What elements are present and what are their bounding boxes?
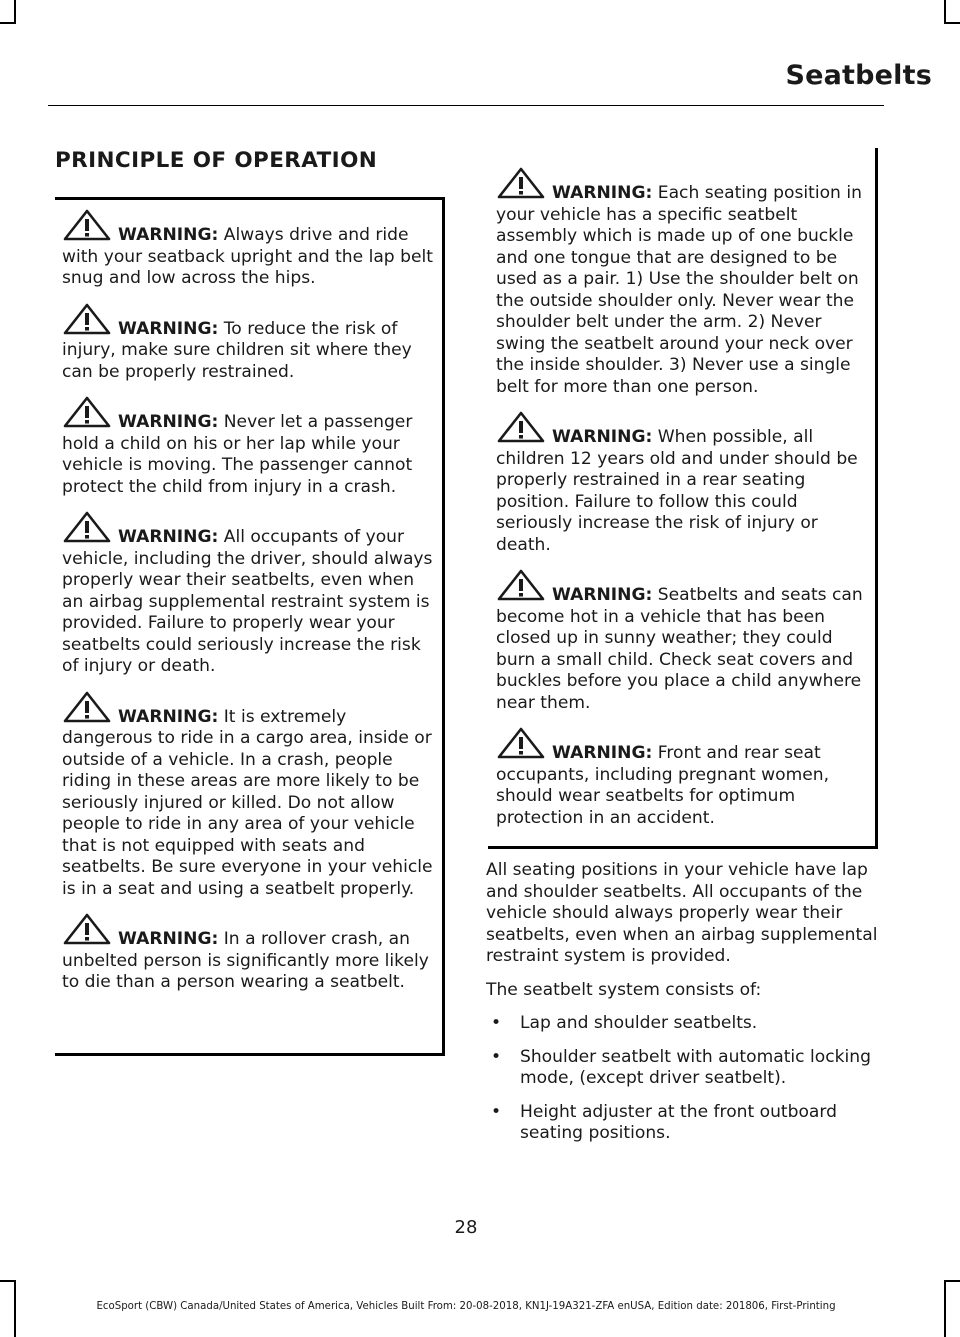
warning-text: Each seating position in your vehicle has a specific seatbelt assembly which is made up of one buckle and one tongue that are designed to be used as a pair. 1) Use the shoulder belt on the outside shoulder only. Never wear the shoulder belt under the arm. 2) Never swing the seatbelt around your neck over the inside shoulder. 3) Never use a single belt for more than one person.	[496, 183, 862, 397]
warning-1	[62, 208, 435, 290]
warning-4	[62, 510, 435, 678]
warning-text: When possible, all children 12 years old and under should be properly restrained in a rear seating position. Failure to follow this could seriously increase the risk of injury or death.	[496, 427, 858, 555]
bullet-list	[486, 1013, 886, 1145]
warning-label: WARNING:	[118, 527, 219, 547]
warning-triangle-icon	[62, 690, 112, 724]
warning-triangle-icon	[496, 568, 546, 602]
section-heading: PRINCIPLE OF OPERATION	[55, 148, 378, 173]
warning-6	[62, 912, 435, 994]
crop-mark-bottom-right-v	[944, 1280, 946, 1337]
warning-label: WARNING:	[118, 225, 219, 245]
warning-text: Front and rear seat occupants, including pregnant women, should wear seatbelts for optimum protection in an accident.	[496, 743, 830, 828]
warning-triangle-icon	[62, 302, 112, 336]
warning-label: WARNING:	[552, 585, 653, 605]
warning-text: All occupants of your vehicle, including the driver, should always properly wear their seatbelts, even when an airbag supplemental restraint system is provided. Failure to properly wear your seatbelts could seriously increase the risk of injury or death.	[62, 527, 433, 676]
warning-text: Seatbelts and seats can become hot in a vehicle that has been closed up in sunny weather; they could burn a small child. Check seat covers and buckles before you place a child anywhere near them.	[496, 585, 863, 713]
warning-label: WARNING:	[552, 427, 653, 447]
warning-text: It is extremely dangerous to ride in a cargo area, inside or outside of a vehicle. In a crash, people riding in these areas are more likely to be seriously injured or killed. Do not allow people to ride in any area of your vehicle that is not equipped with seats and seatbelts. Be sure everyone in your vehicle is in a seat and using a seatbelt properly.	[62, 706, 433, 899]
warning-triangle-icon	[496, 166, 546, 200]
crop-mark-top-right-v	[944, 0, 946, 22]
warning-label: WARNING:	[118, 929, 219, 949]
list-item	[486, 1013, 886, 1035]
warning-label: WARNING:	[552, 183, 653, 203]
warning-triangle-icon	[62, 208, 112, 242]
crop-mark-top-right-h	[944, 22, 960, 24]
header-divider	[48, 105, 884, 106]
warning-5	[62, 690, 435, 901]
body-text-column	[486, 860, 886, 1157]
body-paragraph: All seating positions in your vehicle have lap and shoulder seatbelts. All occupants of the vehicle should always properly wear their seatbelts, even when an airbag supplemental restraint system is provided.	[486, 860, 878, 966]
warning-triangle-icon	[62, 395, 112, 429]
crop-mark-top-left-h	[0, 22, 16, 24]
crop-mark-top-left-v	[14, 0, 16, 22]
warning-text: Always drive and ride with your seatback upright and the lap belt snug and low across the hips.	[62, 225, 433, 288]
warning-label: WARNING:	[552, 743, 653, 763]
warnings-right-column	[488, 148, 878, 849]
warning-triangle-icon	[496, 726, 546, 760]
warning-7	[496, 166, 868, 398]
warning-triangle-icon	[62, 510, 112, 544]
warning-2	[62, 302, 435, 384]
page-title: Seatbelts	[785, 60, 932, 91]
warnings-left-column	[55, 197, 445, 1056]
body-intro: The seatbelt system consists of:	[486, 979, 762, 1000]
warning-10	[496, 726, 868, 829]
bullet-mark: •	[491, 1046, 502, 1067]
footer-text: EcoSport (CBW) Canada/United States of America, Vehicles Built From: 20-08-2018, KN1J-19A321-ZFA enUSA, Edition date: 201806, First-Printing	[96, 1301, 836, 1312]
warning-triangle-icon	[496, 410, 546, 444]
warning-text: To reduce the risk of injury, make sure children sit where they can be properly restrained.	[62, 318, 412, 382]
list-item	[486, 1047, 886, 1090]
crop-mark-bottom-right-h	[944, 1280, 960, 1282]
list-item-text: Lap and shoulder seatbelts.	[520, 1013, 758, 1033]
bullet-mark: •	[491, 1101, 502, 1122]
warning-3	[62, 395, 435, 498]
crop-mark-bottom-left-h	[0, 1280, 16, 1282]
bullet-mark: •	[491, 1013, 502, 1033]
list-item	[486, 1102, 886, 1145]
warning-label: WARNING:	[118, 318, 219, 339]
page-number: 28	[454, 1217, 478, 1238]
list-item-text: Shoulder seatbelt with automatic locking mode, (except driver seatbelt).	[520, 1046, 871, 1088]
warning-text: Never let a passenger hold a child on his or her lap while your vehicle is moving. The passenger cannot protect the child from injury in a crash.	[62, 412, 413, 497]
warning-label: WARNING:	[118, 412, 219, 432]
warning-label: WARNING:	[118, 706, 219, 727]
crop-mark-bottom-left-v	[14, 1280, 16, 1337]
warning-8	[496, 410, 868, 556]
warning-triangle-icon	[62, 912, 112, 946]
list-item-text: Height adjuster at the front outboard seating positions.	[520, 1101, 837, 1143]
warning-9	[496, 568, 868, 714]
warning-text: In a rollover crash, an unbelted person is significantly more likely to die than a person wearing a seatbelt.	[62, 929, 429, 992]
